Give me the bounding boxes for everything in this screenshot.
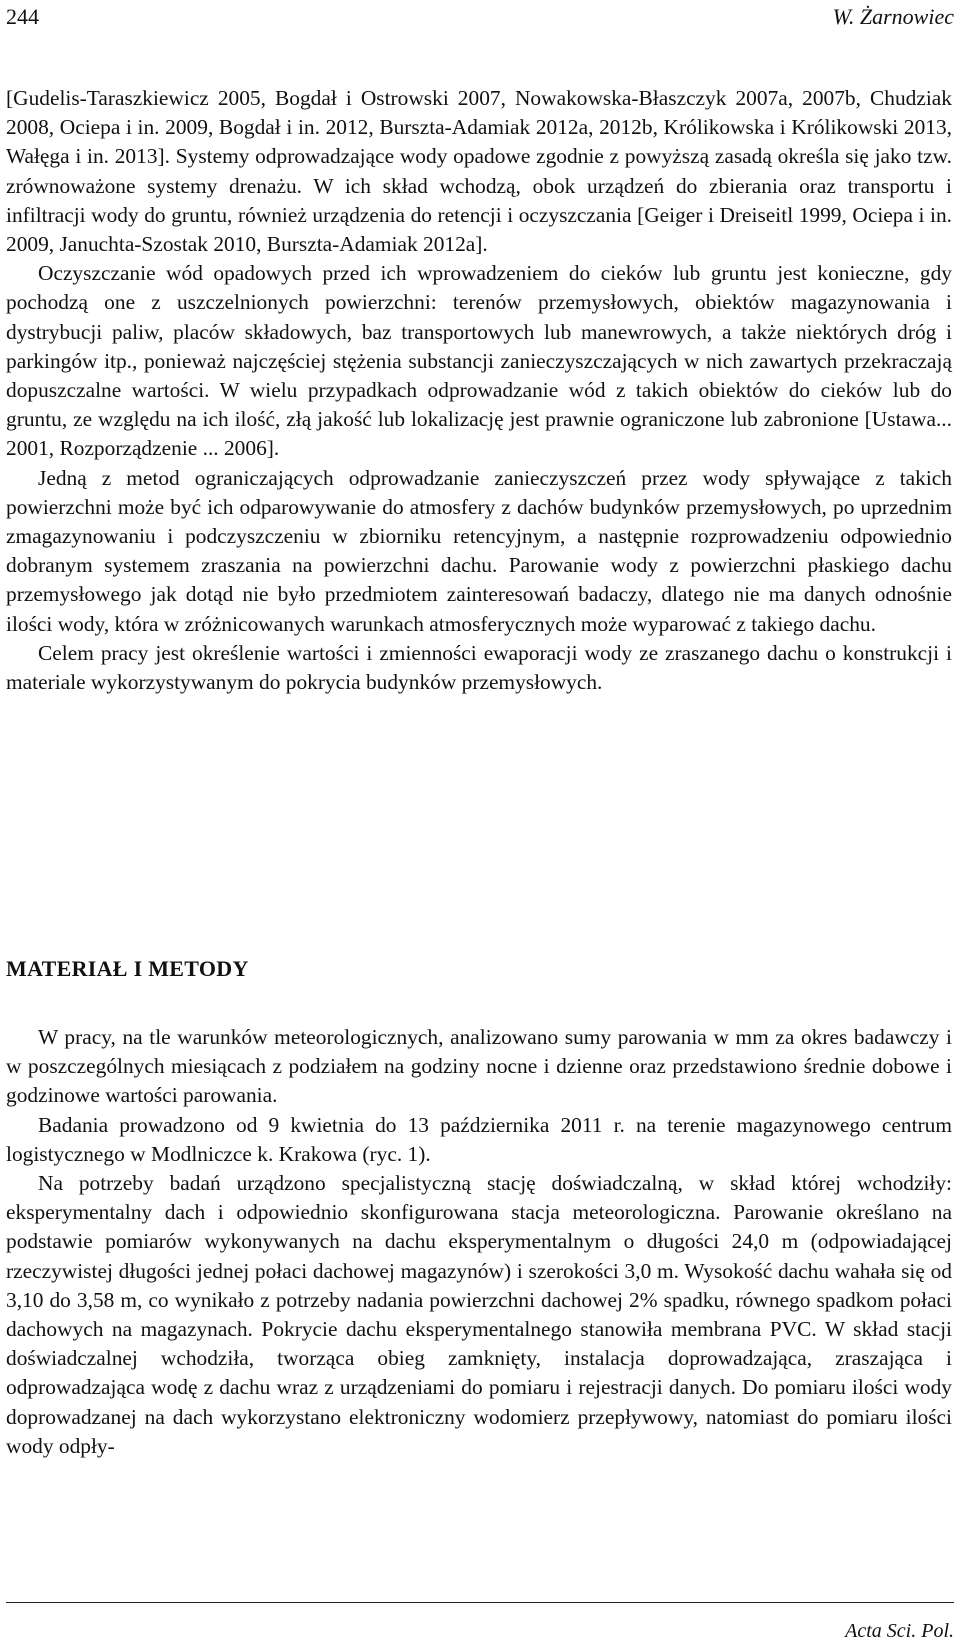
page-header bbox=[6, 4, 954, 38]
section-heading: MATERIAŁ I METODY bbox=[6, 956, 249, 981]
paragraph: Badania prowadzono od 9 kwietnia do 13 października 2011 r. na terenie magazynowego centrum logistycznego w Modlniczce k. Krakowa (ryc. 1). bbox=[6, 1112, 952, 1166]
paragraph: Oczyszczanie wód opadowych przed ich wprowadzeniem do cieków lub gruntu jest konieczne, gdy pochodzą one z uszczelnionych powierzchni: terenów przemysłowych, obiektów magazynowania i dystrybucji paliw, placów składowych, baz transportowych lub manewrowych, a także niektórych dróg i parkingów itp., ponieważ najczęściej stężenia substancji zanieczyszczających w nich zawartych przekraczają dopuszczalne wartości. W wielu przypadkach odprowadzanie wód z takich obiektów do cieków lub do gruntu, ze względu na ich ilość, złą jakość lub lokalizację jest prawnie ograniczone lub zabronione [Ustawa... 2001, Rozporządzenie ... 2006]. bbox=[6, 261, 952, 461]
page-number: 244 bbox=[6, 4, 39, 29]
paragraph: [Gudelis-Taraszkiewicz 2005, Bogdał i Ostrowski 2007, Nowakowska-Błaszczyk 2007a, 2007b, Chudziak 2008, Ociepa i in. 2009, Bogdał i in. 2012, Bursztа-Adamiak 2012a, 2012b, Królikowska i Królikowski 2013, Wałęga i in. 2013]. Systemy odprowadzające wody opadowe zgodnie z powyższą zasadą określa się jako tzw. zrównoważone systemy drenażu. W ich skład wchodzą, obok urządzeń do zbierania oraz transportu i infiltracji wody do gruntu, również urządzenia do retencji i oczyszczania [Geiger i Dreiseitl 1999, Ociepa i in. 2009, Januchta-Szostak 2010, Burszta-Adamiak 2012a]. bbox=[6, 86, 952, 257]
running-head-author: W. Żarnowiec bbox=[832, 4, 954, 29]
paragraph: Na potrzeby badań urządzono specjalistyczną stację doświadczalną, w skład której wchodziły: eksperymentalny dach i odpowiednio skonfigurowana stacja meteorologiczna. Parowanie określano na podstawie pomiarów wykonywanych na dachu eksperymentalnym o długości 24,0 m (odpowiadającej rzeczywistej długości jednej połaci dachowej magazynów) i szerokości 3,0 m. Wysokość dachu wahała się od 3,10 do 3,58 m, co wynikało z potrzeby nadania powierzchni dachowej 2% spadku, równego spadkom połaci dachowych na magazynach. Pokrycie dachu eksperymentalnego stanowiła membrana PVC. W skład stacji doświadczalnej wchodziła, tworząca obieg zamknięty, instalacja doprowadzająca, zraszająca i odprowadzająca wodę z dachu wraz z urządzeniami do pomiaru i rejestracji danych. Do pomiaru ilości wody doprowadzanej na dach wykorzystano elektroniczny wodomierz przepływowy, natomiast do pomiaru ilości wody odpły- bbox=[6, 1171, 952, 1458]
body-text-top bbox=[6, 84, 952, 697]
paragraph: Celem pracy jest określenie wartości i zmienności ewaporacji wody ze zraszanego dachu o konstrukcji i materiale wykorzystywanym do pokrycia budynków przemysłowych. bbox=[6, 640, 952, 695]
footer-rule bbox=[6, 1602, 954, 1603]
body-text-methods bbox=[6, 1023, 952, 1461]
paragraph: W pracy, na tle warunków meteorologicznych, analizowano sumy parowania w mm za okres badawczy i w poszczególnych miesiącach z podziałem na godziny nocne i dzienne oraz przedstawiono średnie dobowe i godzinowe wartości parowania. bbox=[6, 1025, 952, 1108]
journal-footer: Acta Sci. Pol. bbox=[845, 1620, 954, 1642]
paragraph: Jedną z metod ograniczających odprowadzanie zanieczyszczeń przez wody spływające z takich powierzchni może być ich odparowywanie do atmosfery z dachów budynków przemysłowych, po uprzednim zmagazynowaniu i podczyszczeniu w zbiorniku retencyjnym, a następnie rozprowadzeniu odpowiednio dobranym systemem zraszania na powierzchni dachu. Parowanie wody z powierzchni płaskiego dachu przemysłowego jak dotąd nie było przedmiotem zainteresowań badaczy, dlatego nie ma danych odnośnie ilości wody, która w zróżnicowanych warunkach atmosferycznych może wyparować z takiego dachu. bbox=[6, 465, 952, 636]
